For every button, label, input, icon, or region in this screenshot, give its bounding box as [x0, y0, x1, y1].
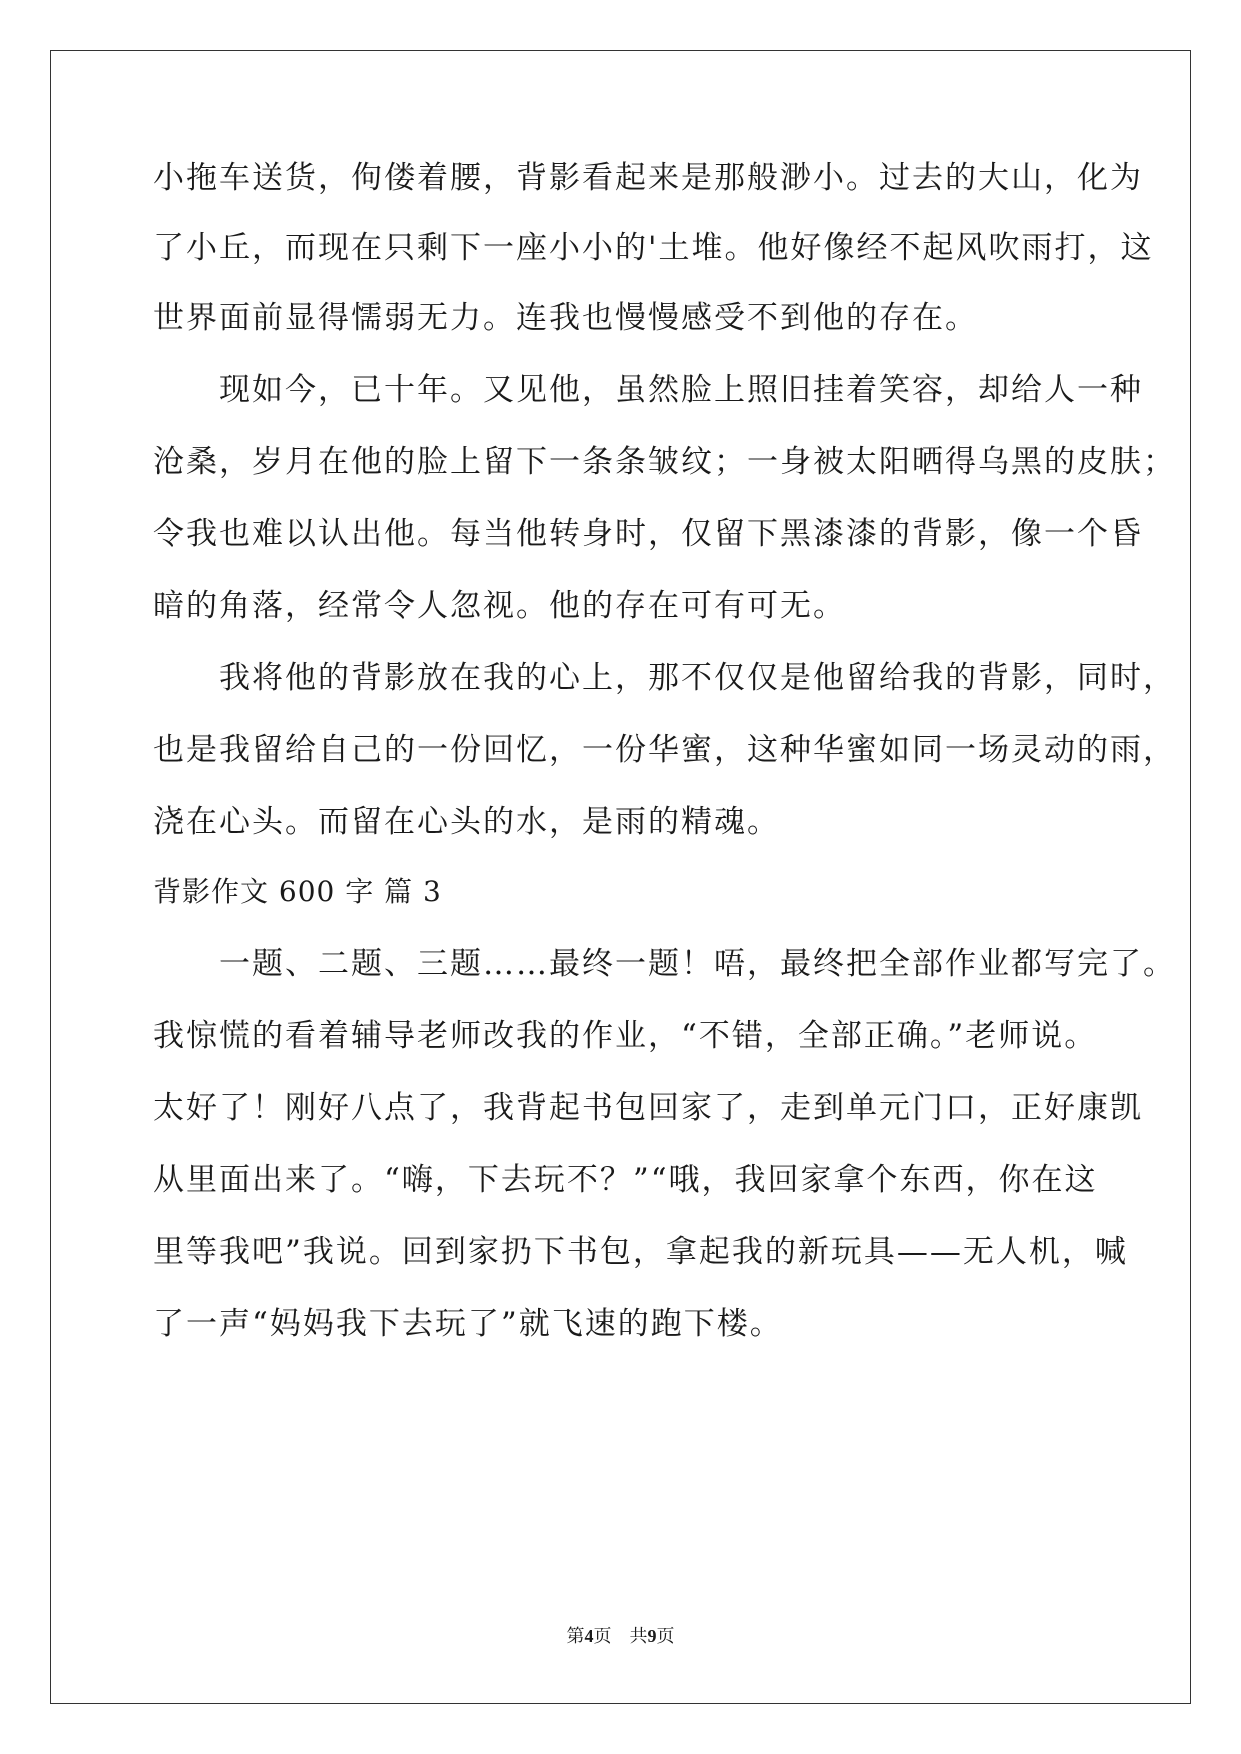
current-page-number: 4	[584, 1626, 594, 1646]
footer-mid: 页 共	[593, 1626, 648, 1647]
text-line: 现如今，已十年。又见他，虽然脸上照旧挂着笑容，却给人一种	[153, 372, 1143, 408]
text-line: 沧桑，岁月在他的脸上留下一条条皱纹；一身被太阳晒得乌黑的皮肤；	[153, 444, 1176, 480]
text-line: 小拖车送货，佝偻着腰，背影看起来是那般渺小。过去的大山，化为	[153, 160, 1143, 196]
page-footer	[0, 1624, 1241, 1649]
text-line: 浇在心头。而留在心头的水，是雨的精魂。	[153, 804, 780, 840]
text-line: 我惊慌的看着辅导老师改我的作业，“不错，全部正确。”老师说。	[153, 1018, 1098, 1054]
text-line: 暗的角落，经常令人忽视。他的存在可有可无。	[153, 588, 846, 624]
text-line: 里等我吧”我说。回到家扔下书包，拿起我的新玩具——无人机，喊	[153, 1234, 1128, 1270]
footer-suffix: 页	[656, 1626, 675, 1647]
total-page-number: 9	[647, 1626, 657, 1646]
footer-prefix: 第	[566, 1626, 585, 1647]
text-line: 世界面前显得懦弱无力。连我也慢慢感受不到他的存在。	[153, 300, 978, 336]
text-line: 从里面出来了。“嗨，下去玩不？”“哦，我回家拿个东西，你在这	[153, 1162, 1098, 1198]
text-line: 我将他的背影放在我的心上，那不仅仅是他留给我的背影，同时，	[153, 660, 1176, 696]
text-line: 太好了！刚好八点了，我背起书包回家了，走到单元门口，正好康凯	[153, 1090, 1143, 1126]
text-line: 也是我留给自己的一份回忆，一份华蜜，这种华蜜如同一场灵动的雨，	[153, 732, 1176, 768]
section-heading: 背影作文 600 字 篇 3	[153, 875, 442, 908]
text-line: 令我也难以认出他。每当他转身时，仅留下黑漆漆的背影，像一个昏	[153, 516, 1143, 552]
text-line: 一题、二题、三题……最终一题！唔，最终把全部作业都写完了。	[153, 946, 1176, 982]
text-line: 了一声“妈妈我下去玩了”就飞速的跑下楼。	[153, 1306, 783, 1342]
text-line: 了小丘，而现在只剩下一座小小的'土堆。他好像经不起风吹雨打，这	[153, 230, 1154, 266]
